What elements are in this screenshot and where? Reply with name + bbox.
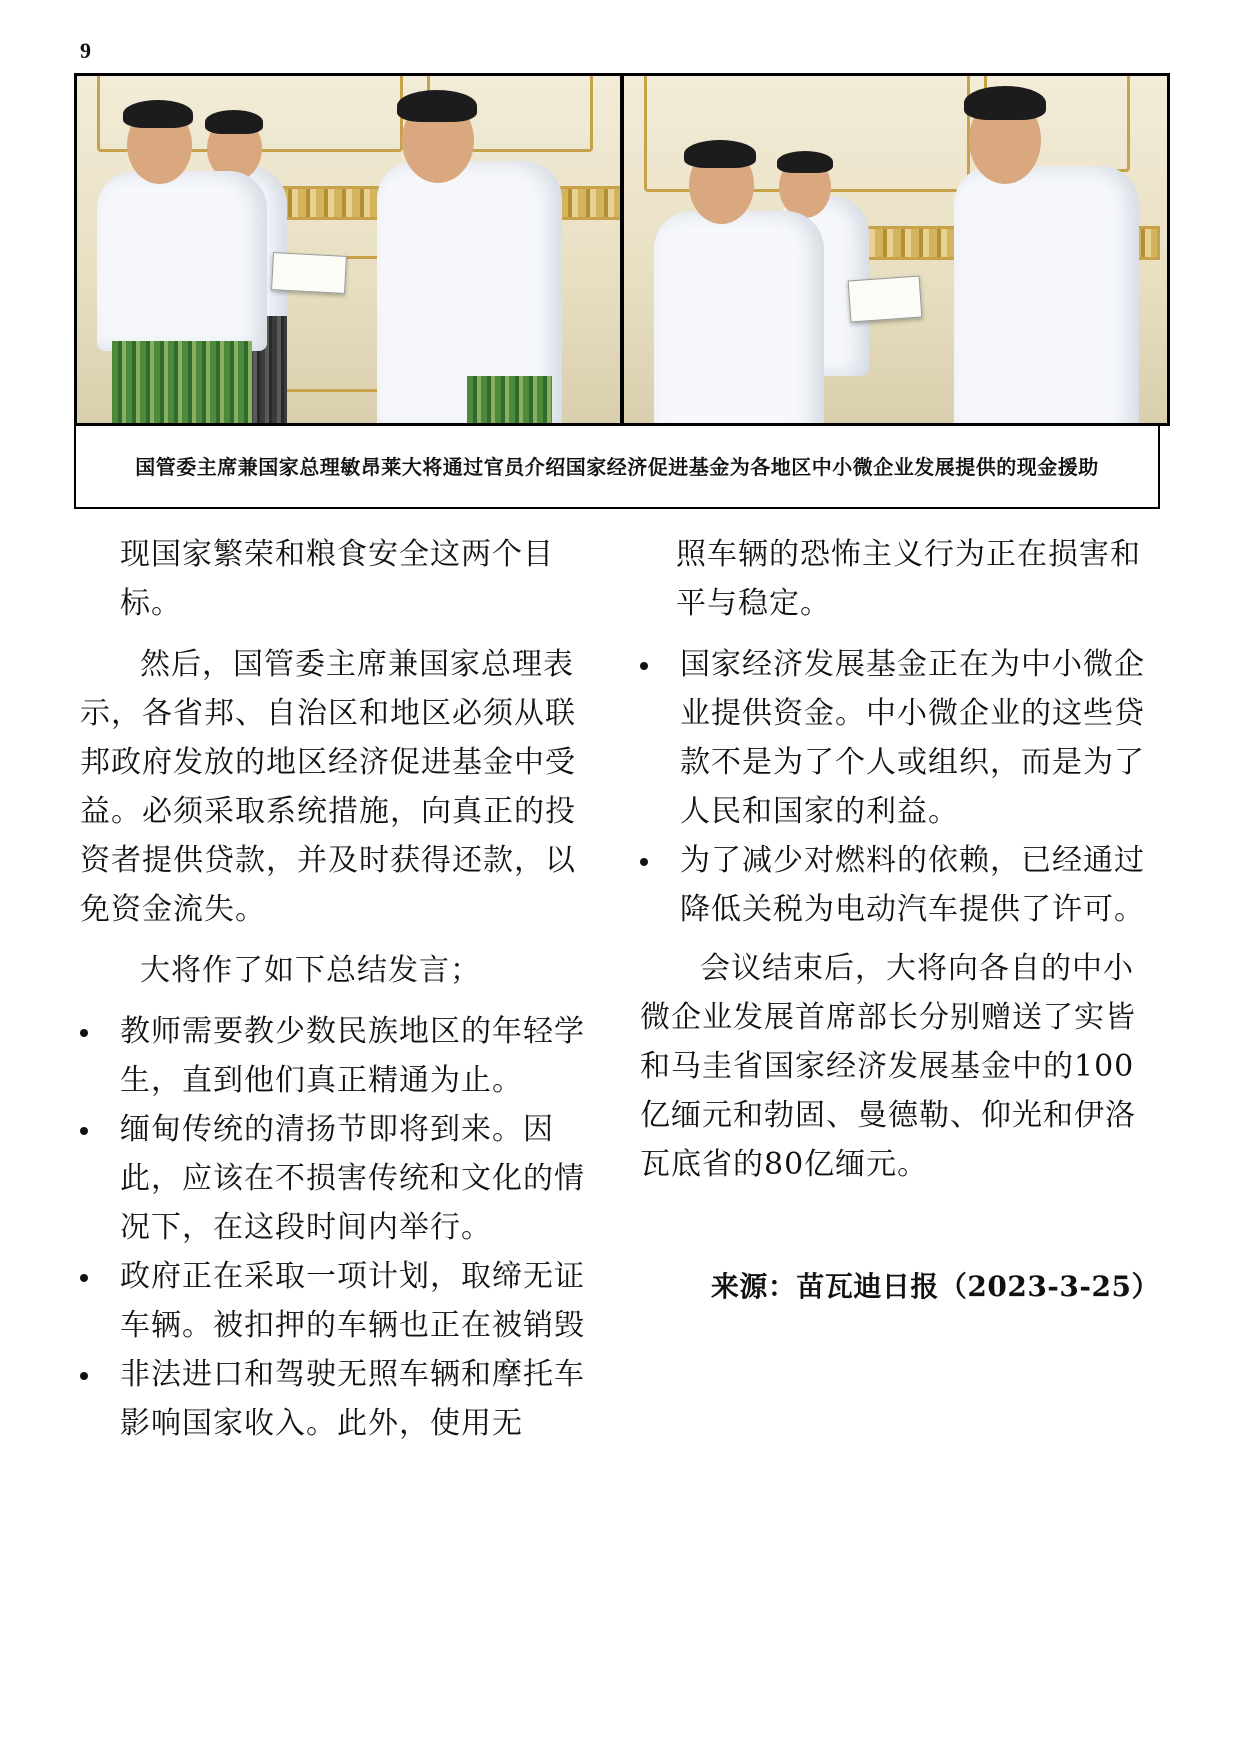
bullet-item <box>80 1252 586 1350</box>
bullet-item <box>640 640 1150 836</box>
bullet-item <box>640 836 1150 934</box>
envelope <box>271 252 347 294</box>
right-continuation: 照车辆的恐怖主义行为正在损害和平与稳定。 <box>676 537 1141 621</box>
photo-handover-right <box>624 76 1167 423</box>
bullet-item <box>80 1350 586 1448</box>
bullet-dot-icon <box>80 1274 88 1282</box>
bullet-item <box>80 1007 586 1105</box>
right-column <box>640 530 1150 1201</box>
bullet-dot-icon <box>80 1127 88 1135</box>
bullet-text: 非法进口和驾驶无照车辆和摩托车影响国家收入。此外，使用无 <box>120 1357 585 1441</box>
bullet-text: 缅甸传统的清扬节即将到来。因此，应该在不损害传统和文化的情况下，在这段时间内举行。 <box>120 1112 585 1245</box>
bullet-dot-icon <box>640 662 648 670</box>
bullet-text: 为了减少对燃料的依赖，已经通过降低关税为电动汽车提供了许可。 <box>680 843 1145 927</box>
bullet-item <box>80 1105 586 1252</box>
bullet-dot-icon <box>80 1029 88 1037</box>
photo-strip <box>74 73 1170 426</box>
page-number: 9 <box>80 38 91 63</box>
source-attribution: 来源：苗瓦迪日报（2023-3-25） <box>710 1270 1160 1303</box>
right-bullet-list <box>640 640 1150 934</box>
photo-caption: 国管委主席兼国家总理敏昂莱大将通过官员介绍国家经济促进基金为各地区中小微企业发展提供的现金援助 <box>74 424 1160 509</box>
bullet-text: 国家经济发展基金正在为中小微企业提供资金。中小微企业的这些贷款不是为了个人或组织，而是为了人民和国家的利益。 <box>680 647 1145 829</box>
left-paragraph-1: 然后，国管委主席兼国家总理表示，各省邦、自治区和地区必须从联邦政府发放的地区经济促进基金中受益。必须采取系统措施，向真正的投资者提供贷款，并及时获得还款，以免资金流失。 <box>80 647 576 927</box>
left-continuation: 现国家繁荣和粮食安全这两个目标。 <box>120 537 554 621</box>
right-paragraph-1: 会议结束后，大将向各自的中小微企业发展首席部长分别赠送了实皆和马圭省国家经济发展基金中的100亿缅元和勃固、曼德勒、仰光和伊洛瓦底省的80亿缅元。 <box>640 951 1136 1182</box>
bullet-dot-icon <box>80 1372 88 1380</box>
left-bullet-list <box>80 1007 586 1448</box>
envelope <box>848 276 923 323</box>
photo-handover-left <box>77 76 620 423</box>
left-column <box>80 530 586 1458</box>
bullet-text: 政府正在采取一项计划，取缔无证车辆。被扣押的车辆也正在被销毁 <box>120 1259 585 1343</box>
bullet-text: 教师需要教少数民族地区的年轻学生，直到他们真正精通为止。 <box>120 1014 585 1098</box>
left-paragraph-2: 大将作了如下总结发言； <box>140 953 481 988</box>
bullet-dot-icon <box>640 858 648 866</box>
